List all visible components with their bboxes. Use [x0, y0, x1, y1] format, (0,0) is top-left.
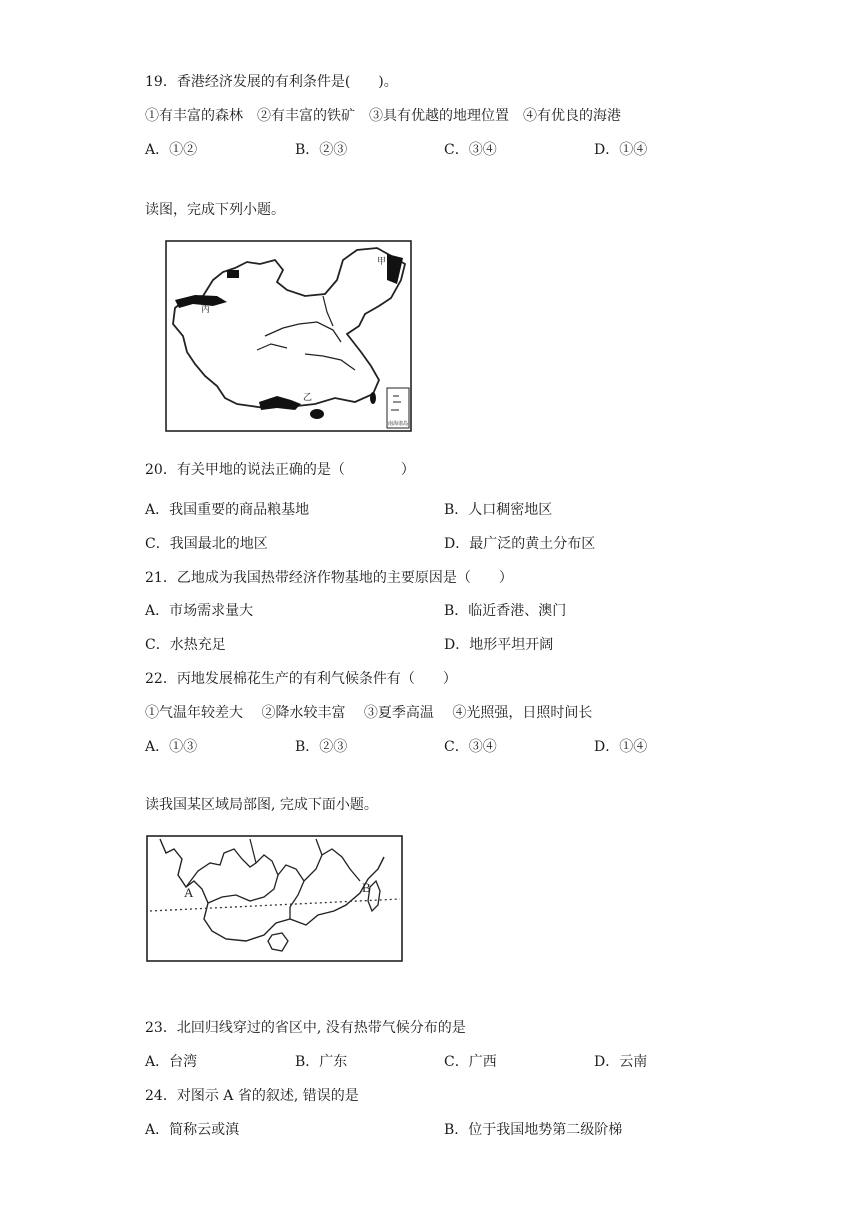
q21-option-b[interactable]: B．临近香港、澳门	[444, 603, 567, 619]
q19-option-d[interactable]: D．①④	[594, 142, 648, 158]
q21-option-c[interactable]: C．水热充足	[145, 637, 226, 653]
q23-option-c[interactable]: C．广西	[444, 1054, 497, 1070]
q19-stem: 19．香港经济发展的有利条件是( )。	[145, 74, 398, 90]
q22-stem: 22．丙地发展棉花生产的有利气候条件有（ ）	[145, 671, 457, 687]
q22-option-b[interactable]: B．②③	[295, 739, 348, 755]
china-map	[165, 240, 413, 434]
map1-label-bing: 丙	[201, 304, 211, 314]
map2-label-b: B	[362, 880, 371, 895]
q20-option-c[interactable]: C．我国最北的地区	[145, 536, 268, 552]
q20-stem: 20．有关甲地的说法正确的是（ ）	[145, 462, 415, 478]
region-map	[146, 835, 404, 963]
q23-option-d[interactable]: D．云南	[594, 1054, 648, 1070]
q19-option-b[interactable]: B．②③	[295, 142, 348, 158]
q21-option-a[interactable]: A．市场需求量大	[145, 603, 254, 619]
q24-option-a[interactable]: A．简称云或滇	[145, 1122, 240, 1138]
q20-option-a[interactable]: A．我国重要的商品粮基地	[145, 502, 310, 518]
q20-option-b[interactable]: B．人口稠密地区	[444, 502, 553, 518]
q19-option-a[interactable]: A．①②	[145, 142, 198, 158]
q22-option-c[interactable]: C．③④	[444, 739, 497, 755]
q23-option-b[interactable]: B．广东	[295, 1054, 348, 1070]
q20-option-d[interactable]: D．最广泛的黄土分布区	[444, 536, 596, 552]
q24-option-b[interactable]: B．位于我国地势第二级阶梯	[444, 1122, 623, 1138]
map2-label-a: A	[184, 885, 194, 900]
map1-inset-label: 南海诸岛	[388, 422, 409, 427]
section1-intro: 读图，完成下列小题。	[145, 202, 285, 218]
q23-option-a[interactable]: A．台湾	[145, 1054, 198, 1070]
section2-intro: 读我国某区域局部图, 完成下面小题。	[145, 797, 378, 813]
q22-items: ①气温年较差大 ②降水较丰富 ③夏季高温 ④光照强，日照时间长	[145, 705, 593, 721]
q19-items: ①有丰富的森林 ②有丰富的铁矿 ③具有优越的地理位置 ④有优良的海港	[145, 108, 621, 124]
q21-stem: 21．乙地成为我国热带经济作物基地的主要原因是（ ）	[145, 570, 513, 586]
q19-option-c[interactable]: C．③④	[444, 142, 497, 158]
map1-label-yi: 乙	[303, 392, 313, 402]
q23-stem: 23．北回归线穿过的省区中, 没有热带气候分布的是	[145, 1020, 466, 1036]
q22-option-d[interactable]: D．①④	[594, 739, 648, 755]
q22-option-a[interactable]: A．①③	[145, 739, 198, 755]
q21-option-d[interactable]: D．地形平坦开阔	[444, 637, 554, 653]
q24-stem: 24．对图示 A 省的叙述, 错误的是	[145, 1088, 359, 1104]
map1-label-jia: 甲	[377, 256, 387, 266]
